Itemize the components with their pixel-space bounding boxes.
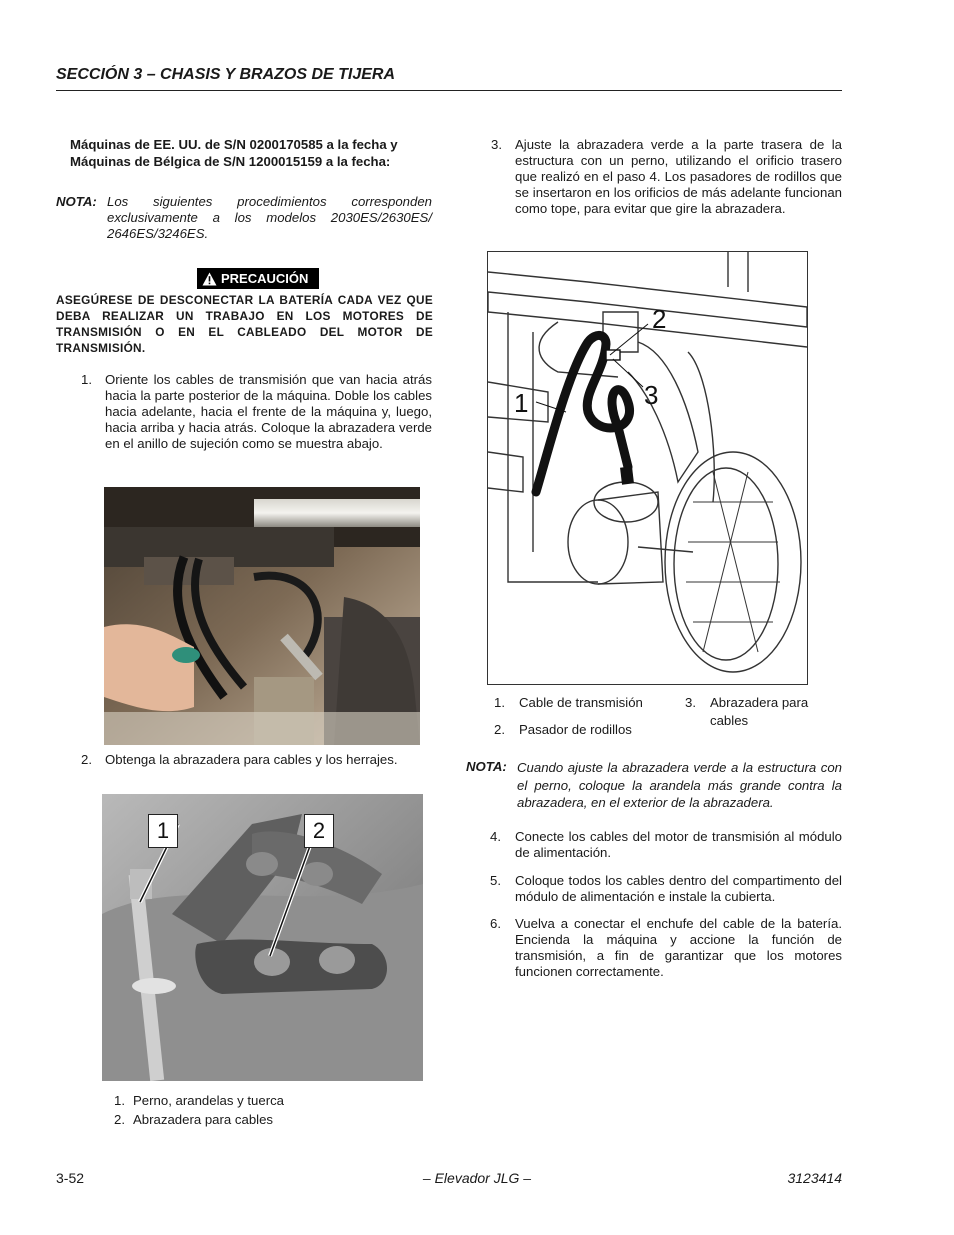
- note-text: Cuando ajuste la abrazadera verde a la estructura con el perno, coloque la arandela más grande contra la abrazadera, en el exterior de la abrazadera.: [517, 760, 842, 810]
- step-text: Ajuste la abrazadera verde a la parte trasera de la estructura con un perno, utilizando el orificio trasero que realizó en el paso 4. Los pasadores de rodillos que se insertaron en los orificios de más adelante funcionan como tope, para evitar que gire la abrazadera.: [515, 137, 842, 216]
- step-number: 6.: [490, 916, 501, 931]
- footer-title: – Elevador JLG –: [422, 1170, 532, 1186]
- caption-text: Cable de transmisión: [519, 695, 643, 710]
- caution-text: ASEGÚRESE DE DESCONECTAR LA BATERÍA CADA VEZ QUE DEBA REALIZAR UN TRABAJO EN LOS MOTORES DE TRANSMISIÓN O EN EL CABLEADO DEL MOTOR DE TRANSMISIÓN.: [56, 293, 433, 355]
- intro-line-1: Máquinas de EE. UU. de S/N 0200170585 a la fecha y: [70, 137, 398, 152]
- step-text: Obtenga la abrazadera para cables y los herrajes.: [105, 752, 398, 767]
- note-washer: [466, 759, 842, 813]
- step-text: Conecte los cables del motor de transmisión al módulo de alimentación.: [515, 829, 842, 860]
- step-text: Oriente los cables de transmisión que van hacia atrás hacia la parte posterior de la máquina. Doble los cables hacia adelante, hacia el frente de la máquina y, luego, hacia arriba y hacia atrás. Coloque la abrazadera verde en el anillo de sujeción como se muestra abajo.: [105, 372, 432, 451]
- header-rule: [56, 90, 842, 91]
- caption-text: Abrazadera para cables: [710, 695, 809, 728]
- diagram-captions: [491, 694, 841, 744]
- step-number: 2.: [81, 752, 92, 767]
- callout-1: 1: [148, 814, 178, 848]
- caption-number: 1.: [114, 1093, 125, 1108]
- page-number: 3-52: [56, 1170, 85, 1186]
- callout-1: 1: [514, 388, 529, 418]
- note-label: NOTA:: [466, 759, 507, 774]
- step-text: Coloque todos los cables dentro del compartimento del módulo de alimentación e instale la cubierta.: [515, 873, 842, 904]
- diagram-clamp-installation: [487, 251, 808, 685]
- note-text: Los siguientes procedimientos corresponden exclusivamente a los modelos 2030ES/2630ES/ 2646ES/3246ES.: [107, 194, 432, 241]
- warning-icon: [202, 272, 217, 286]
- callout-2: 2: [652, 304, 667, 334]
- serial-range-intro: [70, 136, 440, 170]
- caption-text: Perno, arandelas y tuerca: [133, 1093, 285, 1108]
- step-number: 3.: [491, 137, 502, 152]
- step-text: Vuelva a conectar el enchufe del cable de la batería. Encienda la máquina y accione la función de transmisión, a fin de garantizar que los motores funcionen correctamente.: [515, 916, 842, 979]
- intro-line-2: Máquinas de Bélgica de S/N 1200015159 a la fecha:: [70, 154, 391, 169]
- step-number: 5.: [490, 873, 501, 888]
- caption-number: 2.: [494, 722, 505, 737]
- callout-2: 2: [304, 814, 334, 848]
- step-number: 1.: [81, 372, 92, 387]
- note-label: NOTA:: [56, 194, 97, 209]
- caution-badge: [197, 268, 319, 289]
- diagram-clamp-installation-drawing: [488, 252, 807, 684]
- note-models: [56, 194, 436, 246]
- caption-number: 2.: [114, 1112, 125, 1127]
- caution-label: PRECAUCIÓN: [221, 271, 309, 286]
- photo-cable-routing-image: [104, 487, 420, 745]
- caption-number: 1.: [494, 695, 505, 710]
- step-number: 4.: [490, 829, 501, 844]
- photo-clamp-hardware: [102, 794, 423, 1081]
- caption-text: Abrazadera para cables: [133, 1112, 274, 1127]
- caption-text: Pasador de rodillos: [519, 722, 632, 737]
- photo-cable-routing: [104, 487, 420, 745]
- caption-number: 3.: [685, 695, 696, 710]
- callout-3: 3: [644, 380, 659, 410]
- document-number: 3123414: [787, 1170, 842, 1186]
- section-header: SECCIÓN 3 – CHASIS Y BRAZOS DE TIJERA: [56, 66, 396, 83]
